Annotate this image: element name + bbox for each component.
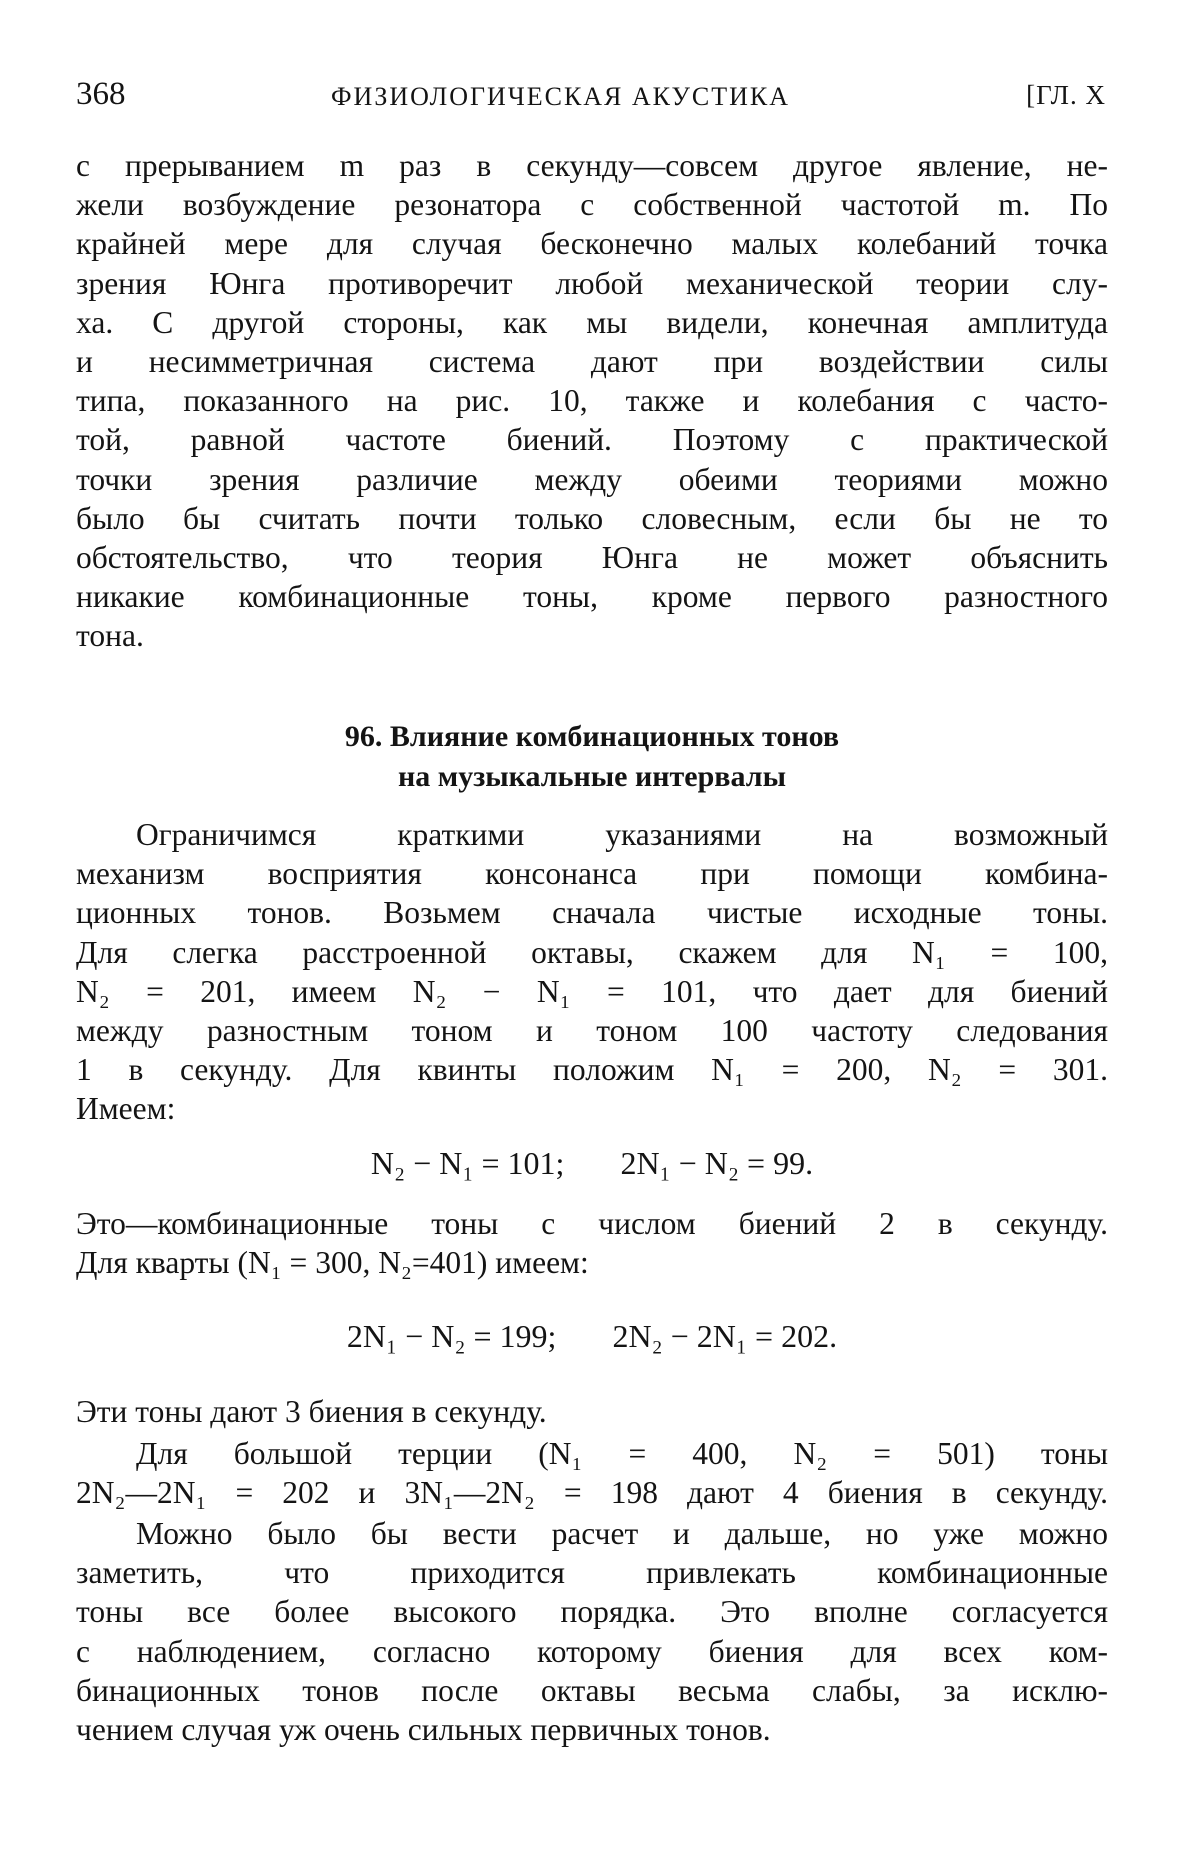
text-line: N₂ = 201, имеем N₂ − N₁ = 101, что дает для биений (76, 973, 1108, 1009)
paragraph-fourth (76, 1204, 1108, 1282)
text-line: и несимметричная система дают при воздействии силы (76, 343, 1108, 379)
text-line: Для большой терции (N₁ = 400, N₂ = 501) тоны (136, 1436, 1108, 1471)
text-line: тона. (76, 618, 144, 654)
section-heading-line: 96. Влияние комбинационных тонов (344, 720, 840, 753)
formula-fourth: 2N₁ − N₂ = 199; 2N₂ − 2N₁ = 202. (346, 1318, 838, 1354)
text-line: той, равной частоте биений. Поэтому с практической (76, 422, 1108, 458)
section-heading (76, 717, 1108, 797)
text-line: заметить, что приходится привлекать комбинационные (76, 1555, 1108, 1591)
text-line: ха. С другой стороны, как мы видели, конечная амплитуда (76, 304, 1108, 340)
page-number: 368 (76, 76, 126, 112)
text-line: тоны все более высокого порядка. Это вполне согласуется (76, 1594, 1108, 1630)
text-line: крайней мере для случая бесконечно малых колебаний точка (76, 226, 1108, 262)
text-line: зрения Юнга противоречит любой механической теории слу- (76, 265, 1108, 301)
text-line: Для слегка расстроенной октавы, скажем для N₁ = 100, (76, 934, 1108, 970)
paragraph-continuation (76, 146, 1108, 655)
text-line: обстоятельство, что теория Юнга не может объяснить (76, 539, 1108, 575)
text-line: механизм восприятия консонанса при помощи комбина- (76, 856, 1108, 892)
text-line: с прерыванием m раз в секунду—совсем другое явление, не- (76, 148, 1108, 183)
text-line: 1 в секунду. Для квинты положим N₁ = 200, N₂ = 301. (76, 1052, 1108, 1088)
text-line: чением случая уж очень сильных первичных тонов. (76, 1711, 771, 1747)
text-line: между разностным тоном и тоном 100 частоту следования (76, 1012, 1108, 1048)
text-line: бинационных тонов после октавы весьма слабы, за исклю- (76, 1672, 1108, 1708)
text-line: Это—комбинационные тоны с числом биений 2 в секунду. (76, 1206, 1108, 1241)
running-title: ФИЗИОЛОГИЧЕСКАЯ АКУСТИКА (331, 82, 791, 111)
text-line: Эти тоны дают 3 биения в секунду. (76, 1394, 547, 1429)
section-heading-line: на музыкальные интервалы (397, 760, 787, 793)
running-head (76, 76, 1106, 116)
text-line: с наблюдением, согласно которому биения для всех ком- (76, 1633, 1108, 1669)
text-line: типа, показанного на рис. 10, также и колебания с часто- (76, 383, 1108, 419)
text-line: ционных тонов. Возьмем сначала чистые исходные тоны. (76, 895, 1108, 931)
text-line: Для кварты (N₁ = 300, N₂=401) имеем: (76, 1245, 589, 1281)
paragraph-intervals (76, 815, 1108, 1129)
text-line: Имеем: (76, 1091, 176, 1127)
text-line: никакие комбинационные тоны, кроме первого разностного (76, 579, 1108, 615)
text-line: Ограничимся краткими указаниями на возможный (136, 817, 1108, 852)
paragraph-major-third (76, 1434, 1108, 1512)
paragraph-beats (76, 1392, 1108, 1431)
text-line: жели возбуждение резонатора с собственной частотой m. По (76, 187, 1108, 223)
text-line: Можно было бы вести расчет и дальше, но уже можно (136, 1516, 1108, 1551)
formula-fifth: N₂ − N₁ = 101; 2N₁ − N₂ = 99. (370, 1145, 814, 1181)
text-line: 2N₂—2N₁ = 202 и 3N₁—2N₂ = 198 дают 4 биения в секунду. (76, 1475, 1108, 1511)
text-line: точки зрения различие между обеими теориями можно (76, 461, 1108, 497)
paragraph-conclusion (76, 1514, 1108, 1749)
text-line: было бы считать почти только словесным, если бы не то (76, 500, 1108, 536)
chapter-label: [ГЛ. X (1026, 80, 1106, 110)
